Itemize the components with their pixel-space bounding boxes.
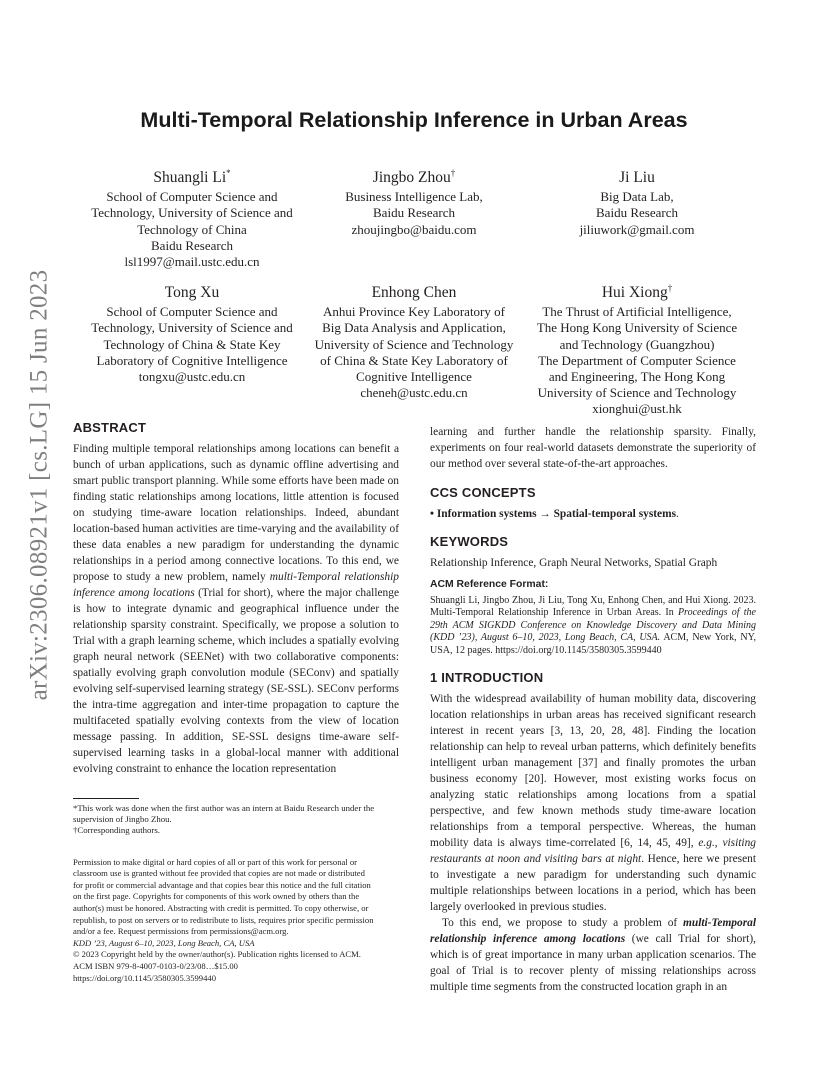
reference-text: ACM, New York, NY, USA, 12 pages. https://doi.org/10.1145/3580305.3599440 [430,632,756,656]
author-mark: † [450,168,456,178]
intro-text: To this end, we propose to study a problem of [442,917,683,930]
introduction-heading: 1 INTRODUCTION [430,670,544,686]
affiliation-line: Technology, University of Science and [91,320,293,336]
affiliation-line: Business Intelligence Lab, [345,189,483,205]
affiliation-line: Cognitive Intelligence [356,368,472,384]
affiliation-line: of China & State Key Laboratory of [320,352,508,368]
author-name: Enhong Chen [371,284,457,302]
permission-line: republish, to post on servers or to redistribute to lists, requires prior specific permission [73,914,374,925]
intro-text: (we call Trial for short), which is of great importance in many urban application scenarios. The goal of Trial is to recover plenty of missing relationships across multiple time segments from the constructed location graph in an [430,933,756,994]
right-column [430,424,756,995]
affiliation-line: Baidu Research [373,205,455,221]
paper-title: Multi-Temporal Relationship Inference in Urban Areas [140,108,688,132]
affiliation-line: and Engineering, The Hong Kong [548,368,726,384]
arxiv-stamp [18,269,60,701]
affiliation-line: and Technology (Guangzhou) [559,336,715,352]
author-email: xionghui@ust.hk [592,401,682,417]
abstract-text: Finding multiple temporal relationships among locations can benefit a bunch of urban applications, such as dynamic offline advertising and smart public transport planning. While some efforts have been made on finding static relationships among locations, little attention is focused on studying time-aware location relationships. Indeed, abundant location-based human activities are time-varying and the availability of these data enables a new paradigm for understanding the dynamic relationships in a period among connective locations. To this end, we propose to study a new problem, namely [73,443,399,583]
intro-text: With the widespread availability of human mobility data, discovering location relationships in urban areas has received significant research interest in recent years [3, 13, 20, 28, 48]. Finding the location relationship can help to reveal urban patterns, which definitely benefits intelligent urban management [37] and finally promotes the urban business economy [20]. However, most existing works focus on analyzing static relationships among locations from a spatial perspective, and few known methods study time-aware location relationships from a temporal perspective. Whereas, the human mobility data is always time-correlated [6, 14, 45, 49], [430,693,756,850]
affiliation-line: Baidu Research [596,205,678,221]
author-name: Shuangli Li [153,169,227,187]
affiliation-line: The Department of Computer Science [538,352,736,368]
affiliation-line: Big Data Lab, [600,189,674,205]
arxiv-id: arXiv:2306.08921v1 [cs.LG] 15 Jun 2023 [25,269,53,701]
affiliation-line: Technology, University of Science and [91,205,293,221]
footnote: *This work was done when the first author was an intern at Baidu Research under the supervision of Jingbo Zhou. [73,803,375,825]
intro-paragraph [430,915,756,995]
copyright-line: © 2023 Copyright held by the owner/author(s). Publication rights licensed to ACM. [73,949,361,960]
affiliation-line: Anhui Province Key Laboratory of [323,304,505,320]
affiliation-line: School of Computer Science and [106,189,278,205]
author-block [512,163,762,238]
author-mark: † [667,283,673,293]
abstract-text: (Trial for short), where the major challenge is how to integrate dynamic and geographical influence under the relationship sparsity constraint. Specifically, we propose a solution to Trial with a graph learning scheme, which includes a spatially evolving graph neural network (SEENet) with two collaborative components: spatially evolving graph convolution module (SEConv) and spatially evolving self-supervised learning strategy (SE-SSL). SEConv performs the intra-time aggregation and inter-time propagation to capture the multifaceted spatially evolving contexts from the view of location message passing. In addition, SE-SSL designs time-aware self-supervised learning tasks in a global-local manner with additional evolving constraint to enhance the location representation [73,587,399,775]
ccs-heading: CCS CONCEPTS [430,485,536,500]
abstract-emphasis: multi-Temporal relationship inference among locations [73,571,399,599]
ccs-period: . [676,508,679,520]
author-block [67,163,317,270]
author-email: jiliuwork@gmail.com [579,221,695,237]
permission-line: author(s) must be honored. Abstracting with credit is permitted. To copy otherwise, or [73,902,369,913]
affiliation-line: University of Science and Technology [314,336,514,352]
permission-line: classroom use is granted without fee provided that copies are not made or distributed [73,868,365,879]
affiliation-line: Big Data Analysis and Application, [322,320,506,336]
author-name: Hui Xiong [601,284,668,302]
intro-text: . Hence, here we present to investigate a new paradigm for understanding such dynamic multiple relationships between locations in a period, which has been largely overlooked in previous studies. [430,853,756,914]
keywords-heading: KEYWORDS [430,534,509,549]
reference-heading: ACM Reference Format: [430,579,549,590]
intro-emphasis: e.g., visiting restaurants at noon and visiting bars at night [430,837,756,866]
affiliation-line: The Thrust of Artificial Intelligence, [542,304,732,320]
ccs-text: • Information systems → Spatial-temporal systems [430,508,677,520]
keywords-text: Relationship Inference, Graph Neural Networks, Spatial Graph [430,557,718,569]
abstract-paragraph [73,441,399,777]
affiliation-line: Baidu Research [151,237,233,253]
affiliation-line: The Hong Kong University of Science [536,320,738,336]
affiliation-line: Laboratory of Cognitive Intelligence [96,352,288,368]
footnote-rule [73,798,139,799]
affiliation-line: School of Computer Science and [106,304,278,320]
permission-line: on the first page. Copyrights for components of this work owned by others than the [73,891,360,902]
author-name: Tong Xu [164,284,220,302]
intro-paragraph [430,691,756,915]
abstract-continuation: learning and further handle the relationship sparsity. Finally, experiments on four real-world datasets demonstrate the superiority of our method over several state-of-the-art approaches. [430,426,756,470]
author-email: lsl1997@mail.ustc.edu.cn [124,253,260,269]
left-column [73,420,399,984]
author-block [67,278,317,385]
author-name: Ji Liu [619,169,655,187]
author-block [289,163,539,238]
abstract-heading: ABSTRACT [73,420,147,435]
doi-link[interactable]: https://doi.org/10.1145/3580305.3599440 [73,972,216,983]
author-email: zhoujingbo@baidu.com [351,221,477,237]
author-name: Jingbo Zhou [372,169,451,187]
intro-emphasis: multi-Temporal relationship inference among locations [430,917,756,946]
isbn-line: ACM ISBN 979-8-4007-0103-0/23/08…$15.00 [73,960,238,971]
reference-format [430,595,756,657]
reference-text: Shuangli Li, Jingbo Zhou, Ji Liu, Tong Xu, Enhong Chen, and Hui Xiong. 2023. Multi-Temporal Relationship Inference in Urban Areas. In [430,595,756,619]
affiliation-line: Technology of China [137,221,247,237]
reference-proceedings: Proceedings of the 29th ACM SIGKDD Conference on Knowledge Discovery and Data Mining (KDD ’23), August 6–10, 2023, Long Beach, CA, USA. [430,607,756,644]
permission-block [73,857,399,985]
author-email: tongxu@ustc.edu.cn [138,368,246,384]
affiliation-line: University of Science and Technology [537,385,737,401]
author-block [512,278,762,418]
venue-line: KDD ’23, August 6–10, 2023, Long Beach, CA, USA [73,937,255,948]
author-email: cheneh@ustc.edu.cn [360,385,468,401]
author-block [289,278,539,401]
ccs-concepts [430,506,756,522]
permission-line: and/or a fee. Request permissions from permissions@acm.org. [73,926,289,937]
permission-line: Permission to make digital or hard copies of all or part of this work for personal or [73,856,358,867]
footnote: †Corresponding authors. [73,825,160,836]
permission-line: for profit or commercial advantage and that copies bear this notice and the full citation [73,879,371,890]
author-mark: * [226,168,231,178]
affiliation-line: Technology of China & State Key [103,336,281,352]
